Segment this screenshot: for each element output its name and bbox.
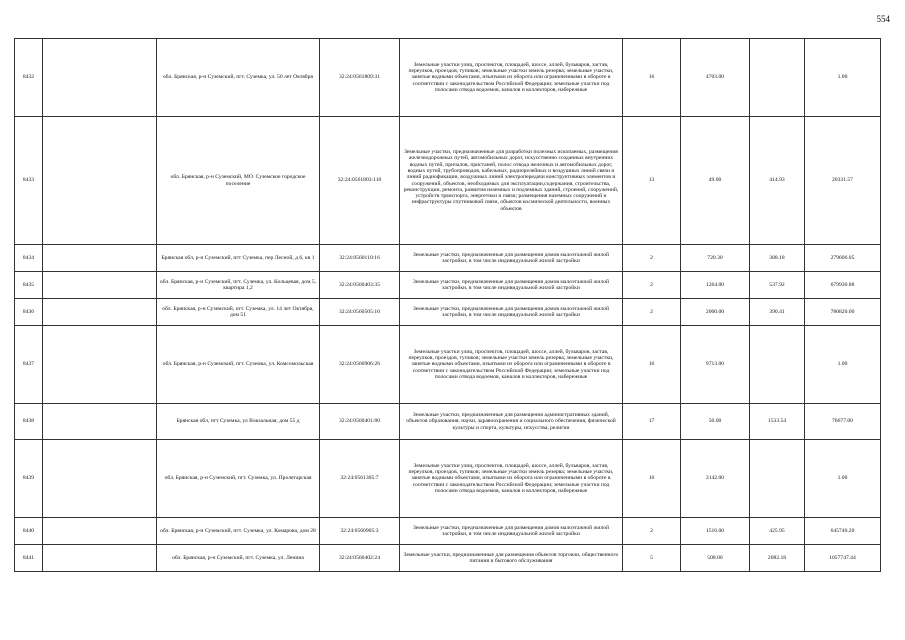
cadastral-number-cell: 32:24:0560403:35 <box>320 272 400 299</box>
empty-cell <box>43 545 157 572</box>
group-code-cell: 16 <box>623 39 681 117</box>
table-row <box>15 299 881 326</box>
area-cell: 720.30 <box>681 245 750 272</box>
row-number: 8433 <box>15 117 43 245</box>
address-cell: обл. Брянская, р-н Суземский, пгт. Суземка, ул. 50 лет Октября <box>157 39 320 117</box>
row-number: 8439 <box>15 440 43 518</box>
rate-cell: 390.41 <box>750 299 805 326</box>
area-cell: 9713.00 <box>681 326 750 404</box>
table-row <box>15 404 881 440</box>
group-code-cell: 17 <box>623 404 681 440</box>
cadastral-value-cell: 1.00 <box>805 326 881 404</box>
cadastral-value-cell: 1.00 <box>805 39 881 117</box>
area-cell: 1516.00 <box>681 518 750 545</box>
cadastral-number-cell: 32:24:0561305:7 <box>320 440 400 518</box>
row-number: 8438 <box>15 404 43 440</box>
address-cell: обл. Брянская, р-н Суземский, пгт. Суземка, ул. Кольцевая, дом 5, квартира 1,2 <box>157 272 320 299</box>
address-cell: Брянская обл, р-н Суземский, пгт Суземка, пер Лесной, д 6, кв 1 <box>157 245 320 272</box>
empty-cell <box>43 245 157 272</box>
table-row <box>15 440 881 518</box>
land-use-description-cell: Земельные участки, предназначенные для размещения домов малоэтажной жилой застройки, в том числе индивидуальной жилой застройки <box>400 299 623 326</box>
cadastral-number-cell: 32:24:0561803:110 <box>320 117 400 245</box>
address-cell: обл. Брянская, р-н Суземский, пгт. Суземка, ул. Комсомольская <box>157 326 320 404</box>
empty-cell <box>43 39 157 117</box>
address-cell: обл. Брянская, р-н Суземский, пгт. Суземка, ул. 14 лет Октября, дом 51 <box>157 299 320 326</box>
row-number: 8441 <box>15 545 43 572</box>
cadastral-value-cell: 1057747.44 <box>805 545 881 572</box>
cadastral-number-cell: 32:24:0560110:16 <box>320 245 400 272</box>
area-cell: 2000.00 <box>681 299 750 326</box>
rate-cell: 1533.54 <box>750 404 805 440</box>
land-use-description-cell: Земельные участки, предназначенные для размещения домов малоэтажной жилой застройки, в том числе индивидуальной жилой застройки <box>400 245 623 272</box>
area-cell: 49.00 <box>681 117 750 245</box>
cadastral-number-cell: 32:24:0560906:26 <box>320 326 400 404</box>
area-cell: 50.00 <box>681 404 750 440</box>
cadastral-value-cell: 20331.57 <box>805 117 881 245</box>
land-use-description-cell: Земельные участки, предназначенные для разработки полезных ископаемых, размещения железнодорожных путей, автомобильных дорог, искусственно созданных внутренних водных путей, причалов, пристаней, полос отвода железных и автомобильных дорог, водных путей, трубопроводов, кабельных, радиорелейных и воздушных линий связи и линий радиофикации, воздушных линий электропередачи конструктивных элементов и сооружений, объектов, необходимых для эксплуатации,содержания, строительства, реконструкции, ремонта, развития наземных и подземных зданий, строений, сооружений, устройств транспорта, энергетики и связи; размещения наземных сооружений и инфраструктуры спутниковой связи, объектов космической деятельности, военных объектов <box>400 117 623 245</box>
table-row <box>15 39 881 117</box>
row-number: 8435 <box>15 272 43 299</box>
table-row <box>15 326 881 404</box>
cadastral-value-cell: 76677.00 <box>805 404 881 440</box>
row-number: 8440 <box>15 518 43 545</box>
address-cell: обл. Брянская, р-н Суземский, пгт. Суземка, ул. Ленина <box>157 545 320 572</box>
address-cell: обл. Брянская, р-н Суземский, МО. Суземское городское поселение <box>157 117 320 245</box>
rate-cell <box>750 39 805 117</box>
group-code-cell: 13 <box>623 117 681 245</box>
land-use-description-cell: Земельные участки, предназначенные для размещения объектов торговли, общественного питания и бытового обслуживания <box>400 545 623 572</box>
area-cell: 1264.00 <box>681 272 750 299</box>
address-cell: обл. Брянская, р-н Суземский, пгт. Суземка, ул. Пролетарская <box>157 440 320 518</box>
address-cell: обл. Брянская, р-н Суземский, пгт. Суземка, ул. Комарова, дом 28 <box>157 518 320 545</box>
cadastral-number-cell: 32:24:0560905:3 <box>320 518 400 545</box>
group-code-cell: 2 <box>623 518 681 545</box>
rate-cell: 388.18 <box>750 245 805 272</box>
page-number: 554 <box>876 14 890 24</box>
empty-cell <box>43 117 157 245</box>
group-code-cell: 2 <box>623 245 681 272</box>
land-use-description-cell: Земельные участки улиц, проспектов, площадей, шоссе, аллей, бульваров, застав, переулков, проездов, тупиков; земельные участки земель резерва; земельные участки, занятые водными объектами, изъятыми из оборота или ограниченными в обороте в соответствии с законодательством Российской Федерации; земельные участки под полосами отвода водоемов, каналов и коллекторов, набережные <box>400 326 623 404</box>
rate-cell: 425.95 <box>750 518 805 545</box>
group-code-cell: 5 <box>623 545 681 572</box>
empty-cell <box>43 326 157 404</box>
table-row <box>15 117 881 245</box>
rate-cell <box>750 326 805 404</box>
land-use-description-cell: Земельные участки улиц, проспектов, площадей, шоссе, аллей, бульваров, застав, переулков, проездов, тупиков; земельные участки земель резерва; земельные участки, занятые водными объектами, изъятыми из оборота или ограниченными в обороте в соответствии с законодательством Российской Федерации; земельные участки под полосами отвода водоемов, каналов и коллекторов, набережные <box>400 39 623 117</box>
rate-cell: 537.92 <box>750 272 805 299</box>
land-use-description-cell: Земельные участки, предназначенные для размещения административных зданий, объектов образования, науки, здравоохранения и социального обеспечения, физической культуры и спорта, культуры, искусства, религии <box>400 404 623 440</box>
table-row <box>15 545 881 572</box>
group-code-cell: 2 <box>623 299 681 326</box>
cadastral-value-cell: 1.00 <box>805 440 881 518</box>
table-row <box>15 272 881 299</box>
empty-cell <box>43 272 157 299</box>
group-code-cell: 16 <box>623 326 681 404</box>
cadastral-value-cell: 279606.05 <box>805 245 881 272</box>
area-cell: 4703.00 <box>681 39 750 117</box>
table-row <box>15 245 881 272</box>
cadastral-number-cell: 32:24:0560505:10 <box>320 299 400 326</box>
cadastral-number-cell: 32:24:0560401:80 <box>320 404 400 440</box>
row-number: 8434 <box>15 245 43 272</box>
cadastral-value-cell: 780820.00 <box>805 299 881 326</box>
empty-cell <box>43 518 157 545</box>
group-code-cell: 16 <box>623 440 681 518</box>
group-code-cell: 2 <box>623 272 681 299</box>
land-use-description-cell: Земельные участки, предназначенные для размещения домов малоэтажной жилой застройки, в том числе индивидуальной жилой застройки <box>400 518 623 545</box>
row-number: 8432 <box>15 39 43 117</box>
cadastral-value-cell: 679930.88 <box>805 272 881 299</box>
empty-cell <box>43 299 157 326</box>
land-use-description-cell: Земельные участки, предназначенные для размещения домов малоэтажной жилой застройки, в том числе индивидуальной жилой застройки <box>400 272 623 299</box>
land-use-description-cell: Земельные участки улиц, проспектов, площадей, шоссе, аллей, бульваров, застав, переулков, проездов, тупиков; земельные участки земель резерва; земельные участки, занятые водными объектами, изъятыми из оборота или ограниченными в обороте в соответствии с законодательством Российской Федерации; земельные участки под полосами отвода водоемов, каналов и коллекторов, набережные <box>400 440 623 518</box>
empty-cell <box>43 440 157 518</box>
address-cell: Брянская обл, пгт Суземка, ул Вокзальная, дом 55 д <box>157 404 320 440</box>
area-cell: 3142.00 <box>681 440 750 518</box>
cadastral-value-cell: 645740.20 <box>805 518 881 545</box>
land-register-table <box>14 38 881 572</box>
cadastral-number-cell: 32:24:0560402:24 <box>320 545 400 572</box>
rate-cell: 2082.18 <box>750 545 805 572</box>
area-cell: 508.00 <box>681 545 750 572</box>
cadastral-number-cell: 32:24:0561809:31 <box>320 39 400 117</box>
row-number: 8437 <box>15 326 43 404</box>
row-number: 8436 <box>15 299 43 326</box>
table-row <box>15 518 881 545</box>
empty-cell <box>43 404 157 440</box>
rate-cell: 414.93 <box>750 117 805 245</box>
rate-cell <box>750 440 805 518</box>
